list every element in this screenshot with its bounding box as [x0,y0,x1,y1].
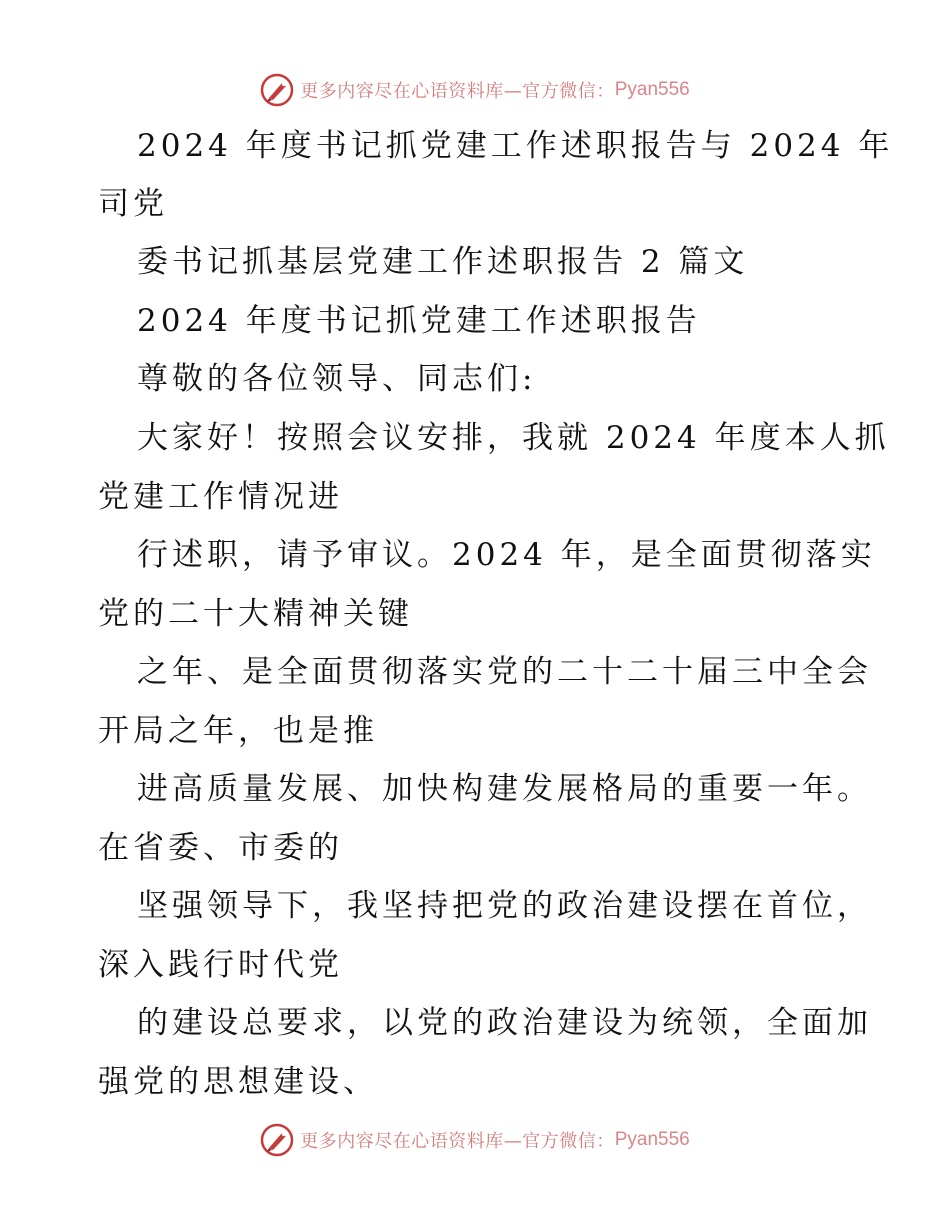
watermark-footer [0,1120,950,1160]
doc-line: 大家好！按照会议安排，我就 2024 年度本人抓 [137,420,890,456]
doc-line: 党建工作情况进 [98,479,343,515]
watermark-text: 更多内容尽在心语资料库—官方微信： [300,1131,615,1152]
doc-line: 党的二十大精神关键 [98,596,413,632]
doc-line-title-3: 委书记抓基层党建工作述职报告 2 篇文 [137,244,749,280]
doc-line: 的建设总要求，以党的政治建设为统领，全面加 [137,1005,872,1041]
doc-line: 在省委、市委的 [98,830,343,866]
doc-line: 进高质量发展、加快构建发展格局的重要一年。 [137,771,872,807]
doc-line-subtitle: 2024 年度书记抓党建工作述职报告 [137,303,701,339]
watermark-text: 更多内容尽在心语资料库—官方微信： [300,81,615,102]
doc-line: 强党的思想建设、 [98,1064,378,1100]
watermark-wechat-id: Pyan556 [614,1129,690,1150]
doc-line-title-2: 司党 [98,186,168,222]
doc-line: 开局之年，也是推 [98,713,378,749]
doc-line-salutation: 尊敬的各位领导、同志们: [137,361,537,397]
pen-logo-icon [260,1123,294,1157]
watermark-wechat-id: Pyan556 [614,79,690,100]
doc-line: 深入践行时代党 [98,947,343,983]
doc-line-title-1: 2024 年度书记抓党建工作述职报告与 2024 年 [137,128,894,164]
doc-line: 坚强领导下，我坚持把党的政治建设摆在首位， [137,888,872,924]
doc-line: 之年、是全面贯彻落实党的二十二十届三中全会 [137,654,872,690]
pen-logo-icon [260,73,294,107]
watermark-header [0,70,950,110]
doc-line: 行述职，请予审议。2024 年，是全面贯彻落实 [137,537,876,573]
